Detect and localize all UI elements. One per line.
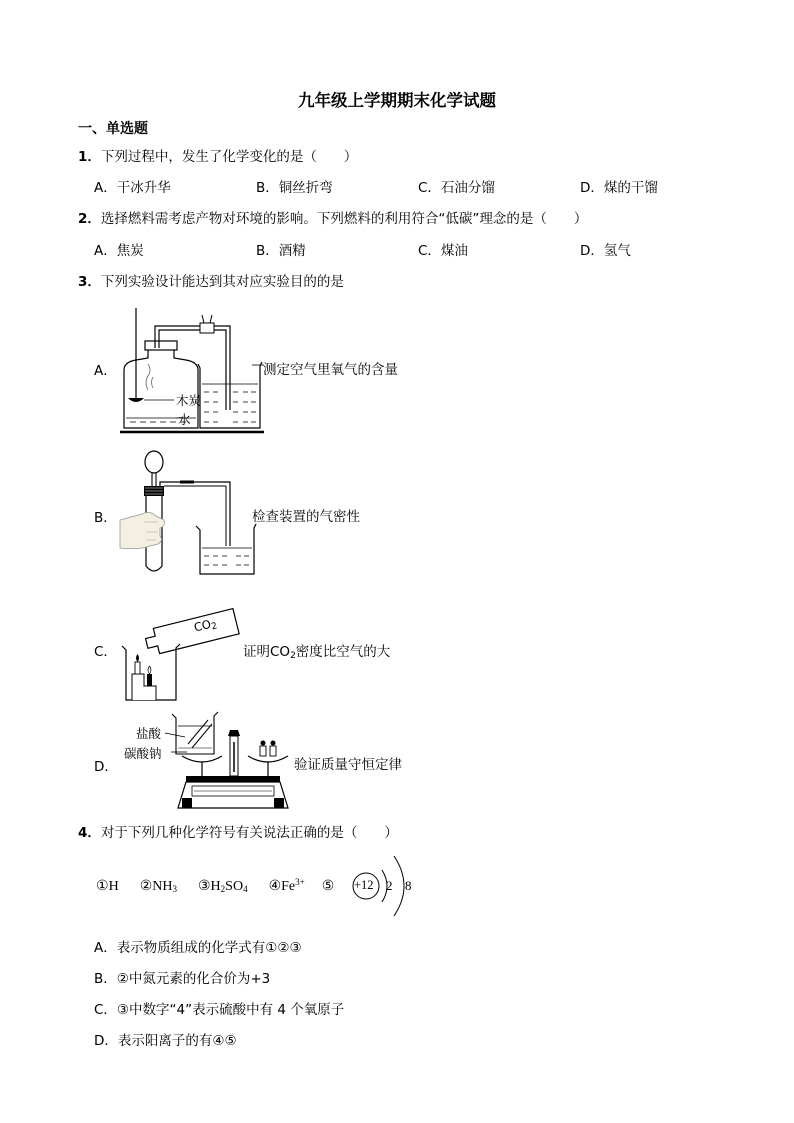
circled-4: ④	[268, 879, 282, 894]
circled-2: ②	[139, 879, 153, 894]
question-text: 下列过程中，发生了化学变化的是（ ）	[100, 149, 358, 165]
flame-upper	[136, 654, 139, 662]
q3b-apparatus-figure	[120, 448, 260, 578]
caption-part: 证明CO	[243, 644, 291, 660]
label-pointer-lines	[165, 733, 187, 755]
q2-option-a: A．焦炭	[94, 243, 144, 259]
caption-sub: 2	[290, 651, 296, 661]
flame-lower	[148, 666, 151, 674]
q3d-balance-figure	[168, 712, 298, 812]
bottle-label-sub: 2	[210, 621, 219, 633]
right-pan	[248, 756, 288, 762]
left-pan	[182, 756, 222, 762]
q3-option-b-letter: B．	[94, 510, 117, 526]
q3d-caption: 验证质量守恒定律	[294, 757, 402, 773]
q2-option-b: B．酒精	[256, 243, 306, 259]
q3a-apparatus-figure	[118, 300, 268, 436]
question-text: 对于下列几种化学符号有关说法正确的是（ ）	[100, 825, 398, 841]
weight	[270, 746, 276, 756]
q3c-caption	[243, 640, 390, 661]
page-title: 九年级上学期期末化学试题	[298, 91, 496, 110]
q4-option-a: A．表示物质组成的化学式有①②③	[94, 940, 302, 956]
candle-lower	[147, 674, 152, 686]
q1-option-a: A．干冰升华	[94, 180, 171, 196]
shell1-electrons: 2	[386, 878, 393, 893]
question-number: 1．	[78, 149, 101, 165]
symbol-nh3: NH	[152, 879, 173, 894]
label-sodium-carbonate: 碳酸钠	[124, 746, 162, 761]
circled-1: ①	[96, 879, 109, 894]
question-number: 4．	[78, 825, 101, 841]
question-text: 下列实验设计能达到其对应实验目的的是	[100, 274, 344, 290]
q1-option-c: C．石油分馏	[418, 180, 495, 196]
symbol-h2so4-part: SO	[225, 879, 244, 894]
weight	[260, 746, 266, 756]
shell2-electrons: 8	[405, 878, 412, 893]
symbol-h: H	[108, 879, 119, 894]
label-water: 水	[178, 412, 191, 427]
hand	[120, 512, 165, 548]
symbol-fe: Fe	[281, 879, 296, 894]
q2-option-c: C．煤油	[418, 243, 468, 259]
q3a-caption: 测定空气里氧气的含量	[263, 362, 398, 378]
subscript: 4	[243, 884, 248, 894]
label-hydrochloric-acid: 盐酸	[136, 726, 162, 741]
circled-5: ⑤	[321, 879, 335, 894]
funnel-bulb	[145, 451, 163, 473]
question-number: 2．	[78, 211, 101, 227]
circled-3: ③	[197, 879, 211, 894]
q3-option-d-letter: D．	[94, 759, 118, 775]
subscript: 3	[172, 884, 177, 894]
question-text: 选择燃料需考虑产物对环境的影响。下列燃料的利用符合“低碳”理念的是（ ）	[100, 211, 588, 227]
symbol-row	[96, 877, 334, 895]
candle-upper	[135, 662, 140, 674]
label-charcoal: 木炭	[176, 393, 202, 408]
q3-option-c-letter: C．	[94, 644, 117, 660]
electron-shell-2	[394, 856, 404, 916]
symbol-h2so4-part: H	[210, 879, 221, 894]
q4-option-c: C．③中数字“4”表示硫酸中有 4 个氧原子	[94, 1002, 345, 1018]
q4-option-b: B．②中氮元素的化合价为+3	[94, 971, 271, 987]
stair-stand	[132, 674, 156, 700]
nucleus-charge: +12	[354, 878, 374, 892]
caption-part: 密度比空气的大	[295, 644, 391, 660]
question-2	[78, 207, 587, 227]
q4-option-d: D．表示阳离子的有④⑤	[94, 1033, 237, 1049]
q1-option-d: D．煤的干馏	[580, 180, 658, 196]
q3-option-a-letter: A．	[94, 363, 117, 379]
q2-option-d: D．氢气	[580, 243, 631, 259]
q3b-caption: 检查装置的气密性	[252, 509, 360, 525]
question-number: 3．	[78, 274, 101, 290]
delivery-tube	[160, 482, 230, 546]
subscript: 2	[220, 884, 226, 894]
question-1	[78, 145, 357, 165]
q1-option-b: B．铜丝折弯	[256, 180, 333, 196]
clamp	[200, 323, 214, 333]
question-4	[78, 821, 398, 841]
q3c-apparatus-figure	[118, 596, 243, 704]
question-3	[78, 270, 344, 290]
section-heading: 一、单选题	[78, 121, 148, 137]
superscript: 3+	[295, 877, 305, 887]
stopper	[145, 341, 177, 350]
co2-bottle	[144, 609, 240, 656]
bottle-label-main: CO	[192, 616, 213, 635]
